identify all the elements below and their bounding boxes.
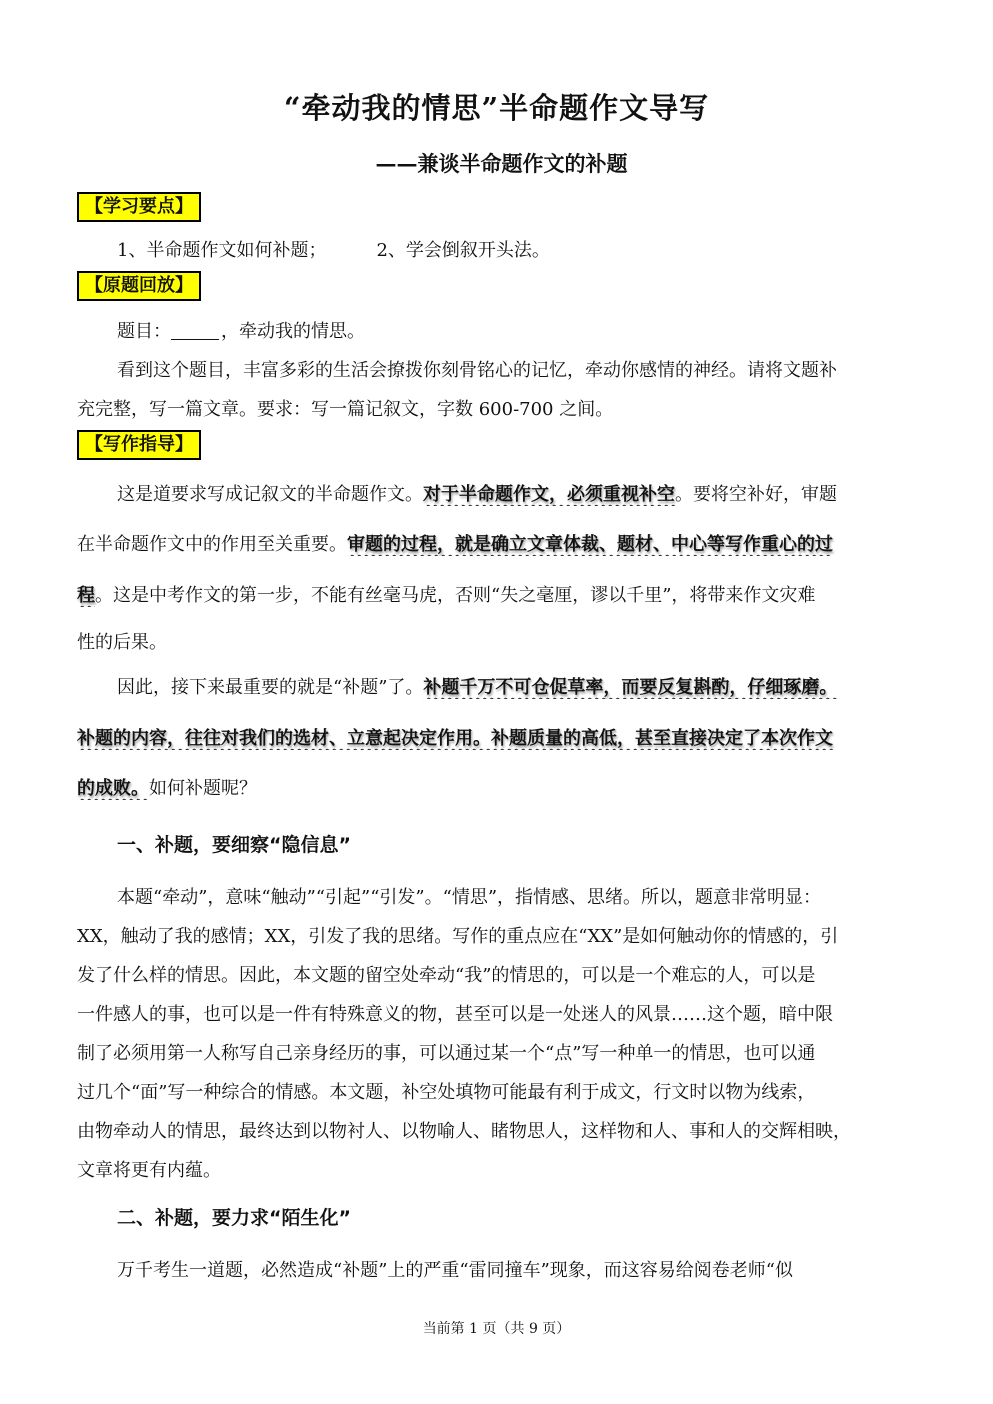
guide-line-2: [77, 530, 917, 556]
guide-text: 。这是中考作文的第一步，不能有丝毫马虎，否则“失之毫厘，谬以千里”，将带来作文灾难: [95, 585, 816, 606]
document-subtitle: ——兼谈半命题作文的补题: [375, 151, 628, 176]
guide-text: 这是道要求写成记叙文的半命题作文。: [117, 484, 423, 505]
prompt-desc-line-2: 充完整，写一篇文章。要求：写一篇记叙文，字数 600-700 之间。: [77, 399, 614, 420]
prompt-title-line: [77, 317, 957, 343]
guide-line-7: [77, 774, 917, 800]
guide-emphasis: 审题的过程，就是确立文章体裁、题材、中心等写作重心的过: [347, 534, 833, 555]
guide-emphasis: 补题千万不可仓促草率，而要反复斟酌，仔细琢磨。: [423, 677, 838, 698]
guide-line-1: [77, 480, 957, 506]
guide-emphasis: 补题的内容，往往对我们的选材、立意起决定作用。补题质量的高低，甚至直接决定了本次作文: [77, 728, 833, 749]
key-points-line: [77, 236, 957, 262]
guide-line-3: [77, 581, 917, 607]
part1-line: 文章将更有内蕴。: [77, 1160, 221, 1181]
document-title: “牵动我的情思”半命题作文导写: [283, 91, 710, 125]
section-tag-writing-guide: 【写作指导】: [77, 430, 201, 460]
guide-text: 如何补题呢？: [149, 778, 257, 799]
part1-line: 制了必须用第一人称写自己亲身经历的事，可以通过某一个“点”写一种单一的情思，也可以通: [77, 1043, 816, 1064]
part1-line: 一件感人的事，也可以是一件有特殊意义的物，甚至可以是一处迷人的风景……这个题，暗中限: [77, 1004, 833, 1025]
prompt-title-rest: ，牵动我的情思。: [221, 321, 365, 342]
guide-text: 。要将空补好，审题: [675, 484, 837, 505]
prompt-desc-line-1: 看到这个题目，丰富多彩的生活会撩拨你刻骨铭心的记忆，牵动你感情的神经。请将文题补: [117, 360, 837, 381]
key-point-1: 1、半命题作文如何补题；: [117, 240, 327, 261]
part1-line: 过几个“面”写一种综合的情感。本文题，补空处填物可能最有利于成文，行文时以物为线索，: [77, 1082, 816, 1103]
part1-line: 发了什么样的情思。因此，本文题的留空处牵动“我”的情思的，可以是一个难忘的人，可以是: [77, 965, 816, 986]
section-tag-original-question: 【原题回放】: [77, 271, 201, 301]
part2-heading: 二、补题，要力求“陌生化”: [117, 1207, 351, 1229]
page-footer: 当前第 1 页（共 9 页）: [422, 1321, 571, 1337]
part1-line: 本题“牵动”，意味“触动”“引起”“引发”。“情思”，指情感、思绪。所以，题意非常明显：: [117, 887, 822, 908]
guide-line-6: [77, 724, 917, 750]
guide-emphasis: 程: [77, 585, 95, 606]
guide-text: 在半命题作文中的作用至关重要。: [77, 534, 347, 555]
part1-heading: 一、补题，要细察“隐信息”: [117, 834, 351, 856]
guide-emphasis: 的成败。: [77, 778, 149, 799]
section-tag-key-points: 【学习要点】: [77, 192, 201, 222]
guide-text: 因此，接下来最重要的就是“补题”了。: [117, 677, 424, 698]
guide-line-4: 性的后果。: [77, 632, 167, 653]
prompt-label: 题目：: [117, 321, 171, 342]
guide-line-5: [77, 673, 957, 699]
key-point-2: 2、学会倒叙开头法。: [376, 240, 550, 261]
guide-emphasis: 对于半命题作文，必须重视补空: [423, 484, 675, 505]
part2-line-1: 万千考生一道题，必然造成“补题”上的严重“雷同撞车”现象，而这容易给阅卷老师“似: [117, 1260, 794, 1281]
prompt-blank: [171, 321, 219, 340]
part1-line: 由物牵动人的情思，最终达到以物衬人、以物喻人、睹物思人，这样物和人、事和人的交辉相映，: [77, 1121, 851, 1142]
part1-line: XX，触动了我的感情；XX，引发了我的思绪。写作的重点应在“XX”是如何触动你的情感的，引: [77, 926, 839, 947]
